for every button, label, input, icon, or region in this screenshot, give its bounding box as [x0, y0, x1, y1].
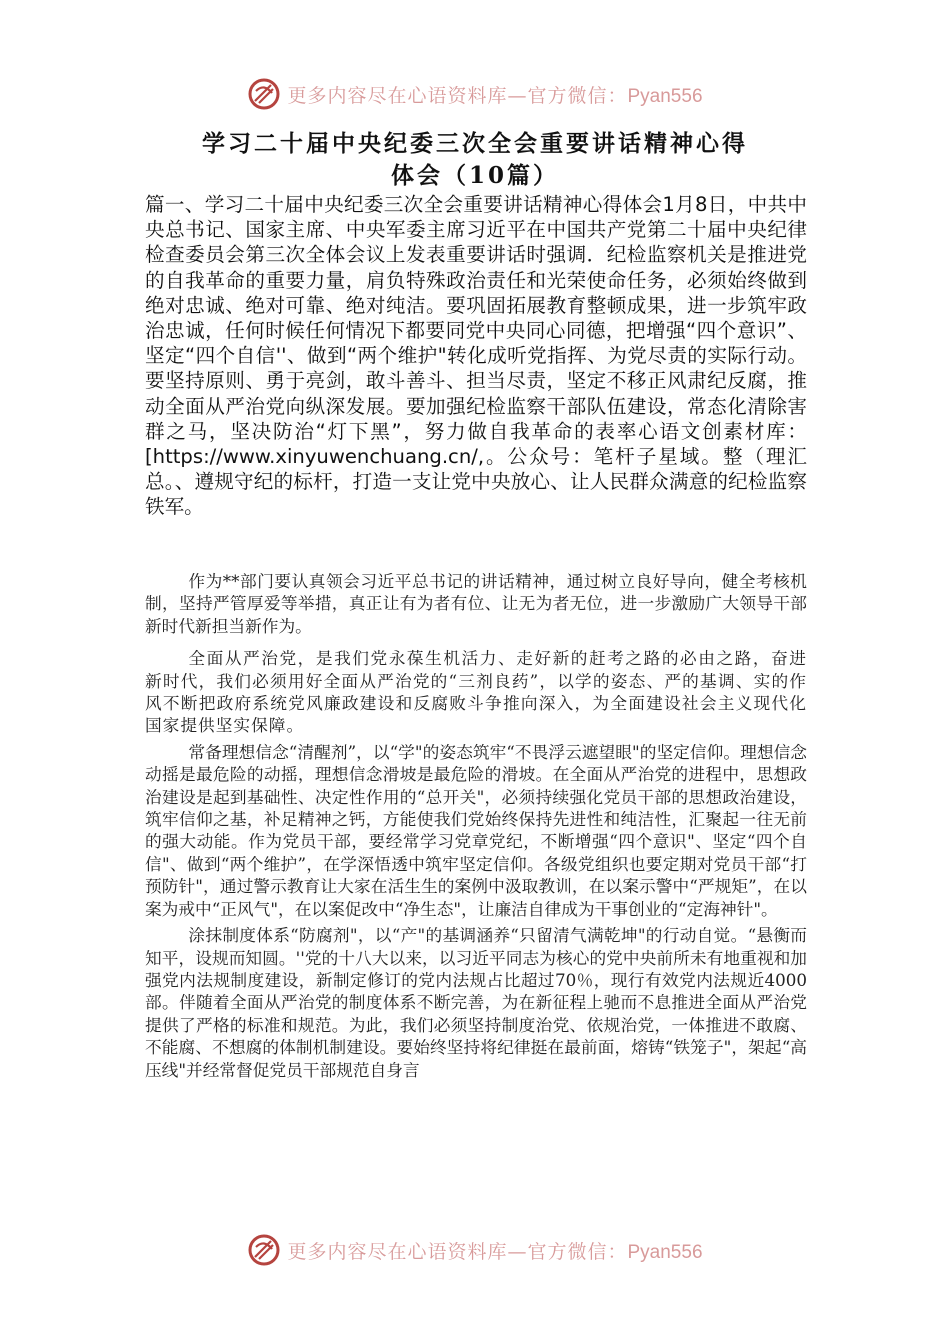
banner-text: 更多内容尽在心语资料库—官方微信：Pyan556	[287, 1240, 703, 1263]
footer-banner	[0, 1228, 950, 1272]
header-banner	[0, 72, 950, 116]
document-title-line2: 体会（10篇）	[390, 162, 559, 189]
document-title-line1: 学习二十届中央纪委三次全会重要讲话精神心得	[202, 130, 748, 157]
seal-logo-icon	[247, 1233, 281, 1267]
body-paragraph: 全面从严治党，是我们党永葆生机活力、走好新的赶考之路的必由之路，奋进新时代，我们必须用好全面从严治党的“三剂良药”，以学的姿态、严的基调、实的作风不断把政府系统党风廉政建设和反腐败斗争推向深入，为全面建设社会主义现代化国家提供坚实保障。	[145, 648, 807, 736]
banner-text: 更多内容尽在心语资料库—官方微信：Pyan556	[287, 84, 703, 107]
document-body	[145, 570, 807, 1081]
intro-paragraph: 篇一、学习二十届中央纪委三次全会重要讲话精神心得体会1月8日，中共中央总书记、国家主席、中央军委主席习近平在中国共产党第二十届中央纪律检查委员会第三次全体会议上发表重要讲话时强调．纪检监察机关是推进党的自我革命的重要力量，肩负特殊政治责任和光荣使命任务，必须始终做到绝对忠诚、绝对可靠、绝对纯洁。要巩固拓展教育整顿成果，进一步筑牢政治忠诚，任何时候任何情况下都要同党中央同心同德，把增强“四个意识”、坚定“四个自信''、做到“两个维护"转化成听党指挥、为党尽责的实际行动。要坚持原则、勇于亮剑，敢斗善斗、担当尽责，坚定不移正风肃纪反腐，推动全面从严治党向纵深发展。要加强纪检监察干部队伍建设，常态化清除害群之马，坚决防治“灯下黑”，努力做自我革命的表率心语文创素材库：[https://www.xinyuwenchuang.cn/,。公众号：笔杆子星域。整（理汇总。、遵规守纪的标杆，打造一支让党中央放心、让人民群众满意的纪检监察铁军。	[145, 193, 807, 519]
body-paragraph: 常备理想信念“清醒剂”，以“学"的姿态筑牢“不畏浮云遮望眼"的坚定信仰。理想信念动摇是最危险的动摇，理想信念滑坡是最危险的滑坡。在全面从严治党的进程中，思想政治建设是起到基础性、决定性作用的“总开关"，必须持续强化党员干部的思想政治建设，筑牢信仰之基，补足精神之钙，方能使我们党始终保持先进性和纯洁性，汇聚起一往无前的强大动能。作为党员干部，要经常学习党章党纪，不断增强“四个意识"、坚定“四个自信"、做到“两个维护”，在学深悟透中筑牢坚定信仰。各级党组织也要定期对党员干部“打预防针"，通过警示教育让大家在活生生的案例中汲取教训，在以案示警中“严规矩”，在以案为戒中“正风气"，在以案促改中“净生态"，让廉洁自律成为干事创业的“定海神针"。	[145, 741, 807, 919]
body-paragraph: 涂抹制度体系“防腐剂"，以“产"的基调涵养“只留清气满乾坤"的行动自觉。“悬衡而知平，设规而知圆。''党的十八大以来，以习近平同志为核心的党中央前所未有地重视和加强党内法规制度建设，新制定修订的党内法规占比超过70％，现行有效党内法规近4000部。伴随着全面从严治党的制度体系不断完善，为在新征程上驰而不息推进全面从严治党提供了严格的标准和规范。为此，我们必须坚持制度治党、依规治党，一体推进不敢腐、不能腐、不想腐的体制机制建设。要始终坚持将纪律挺在最前面，熔铸“铁笼子"，架起“高压线"并经常督促党员干部规范自身言	[145, 925, 807, 1080]
body-paragraph: 作为**部门要认真领会习近平总书记的讲话精神，通过树立良好导向，健全考核机制，坚持严管厚爱等举措，真正让有为者有位、让无为者无位，进一步激励广大领导干部新时代新担当新作为。	[145, 571, 807, 636]
seal-logo-icon	[247, 77, 281, 111]
